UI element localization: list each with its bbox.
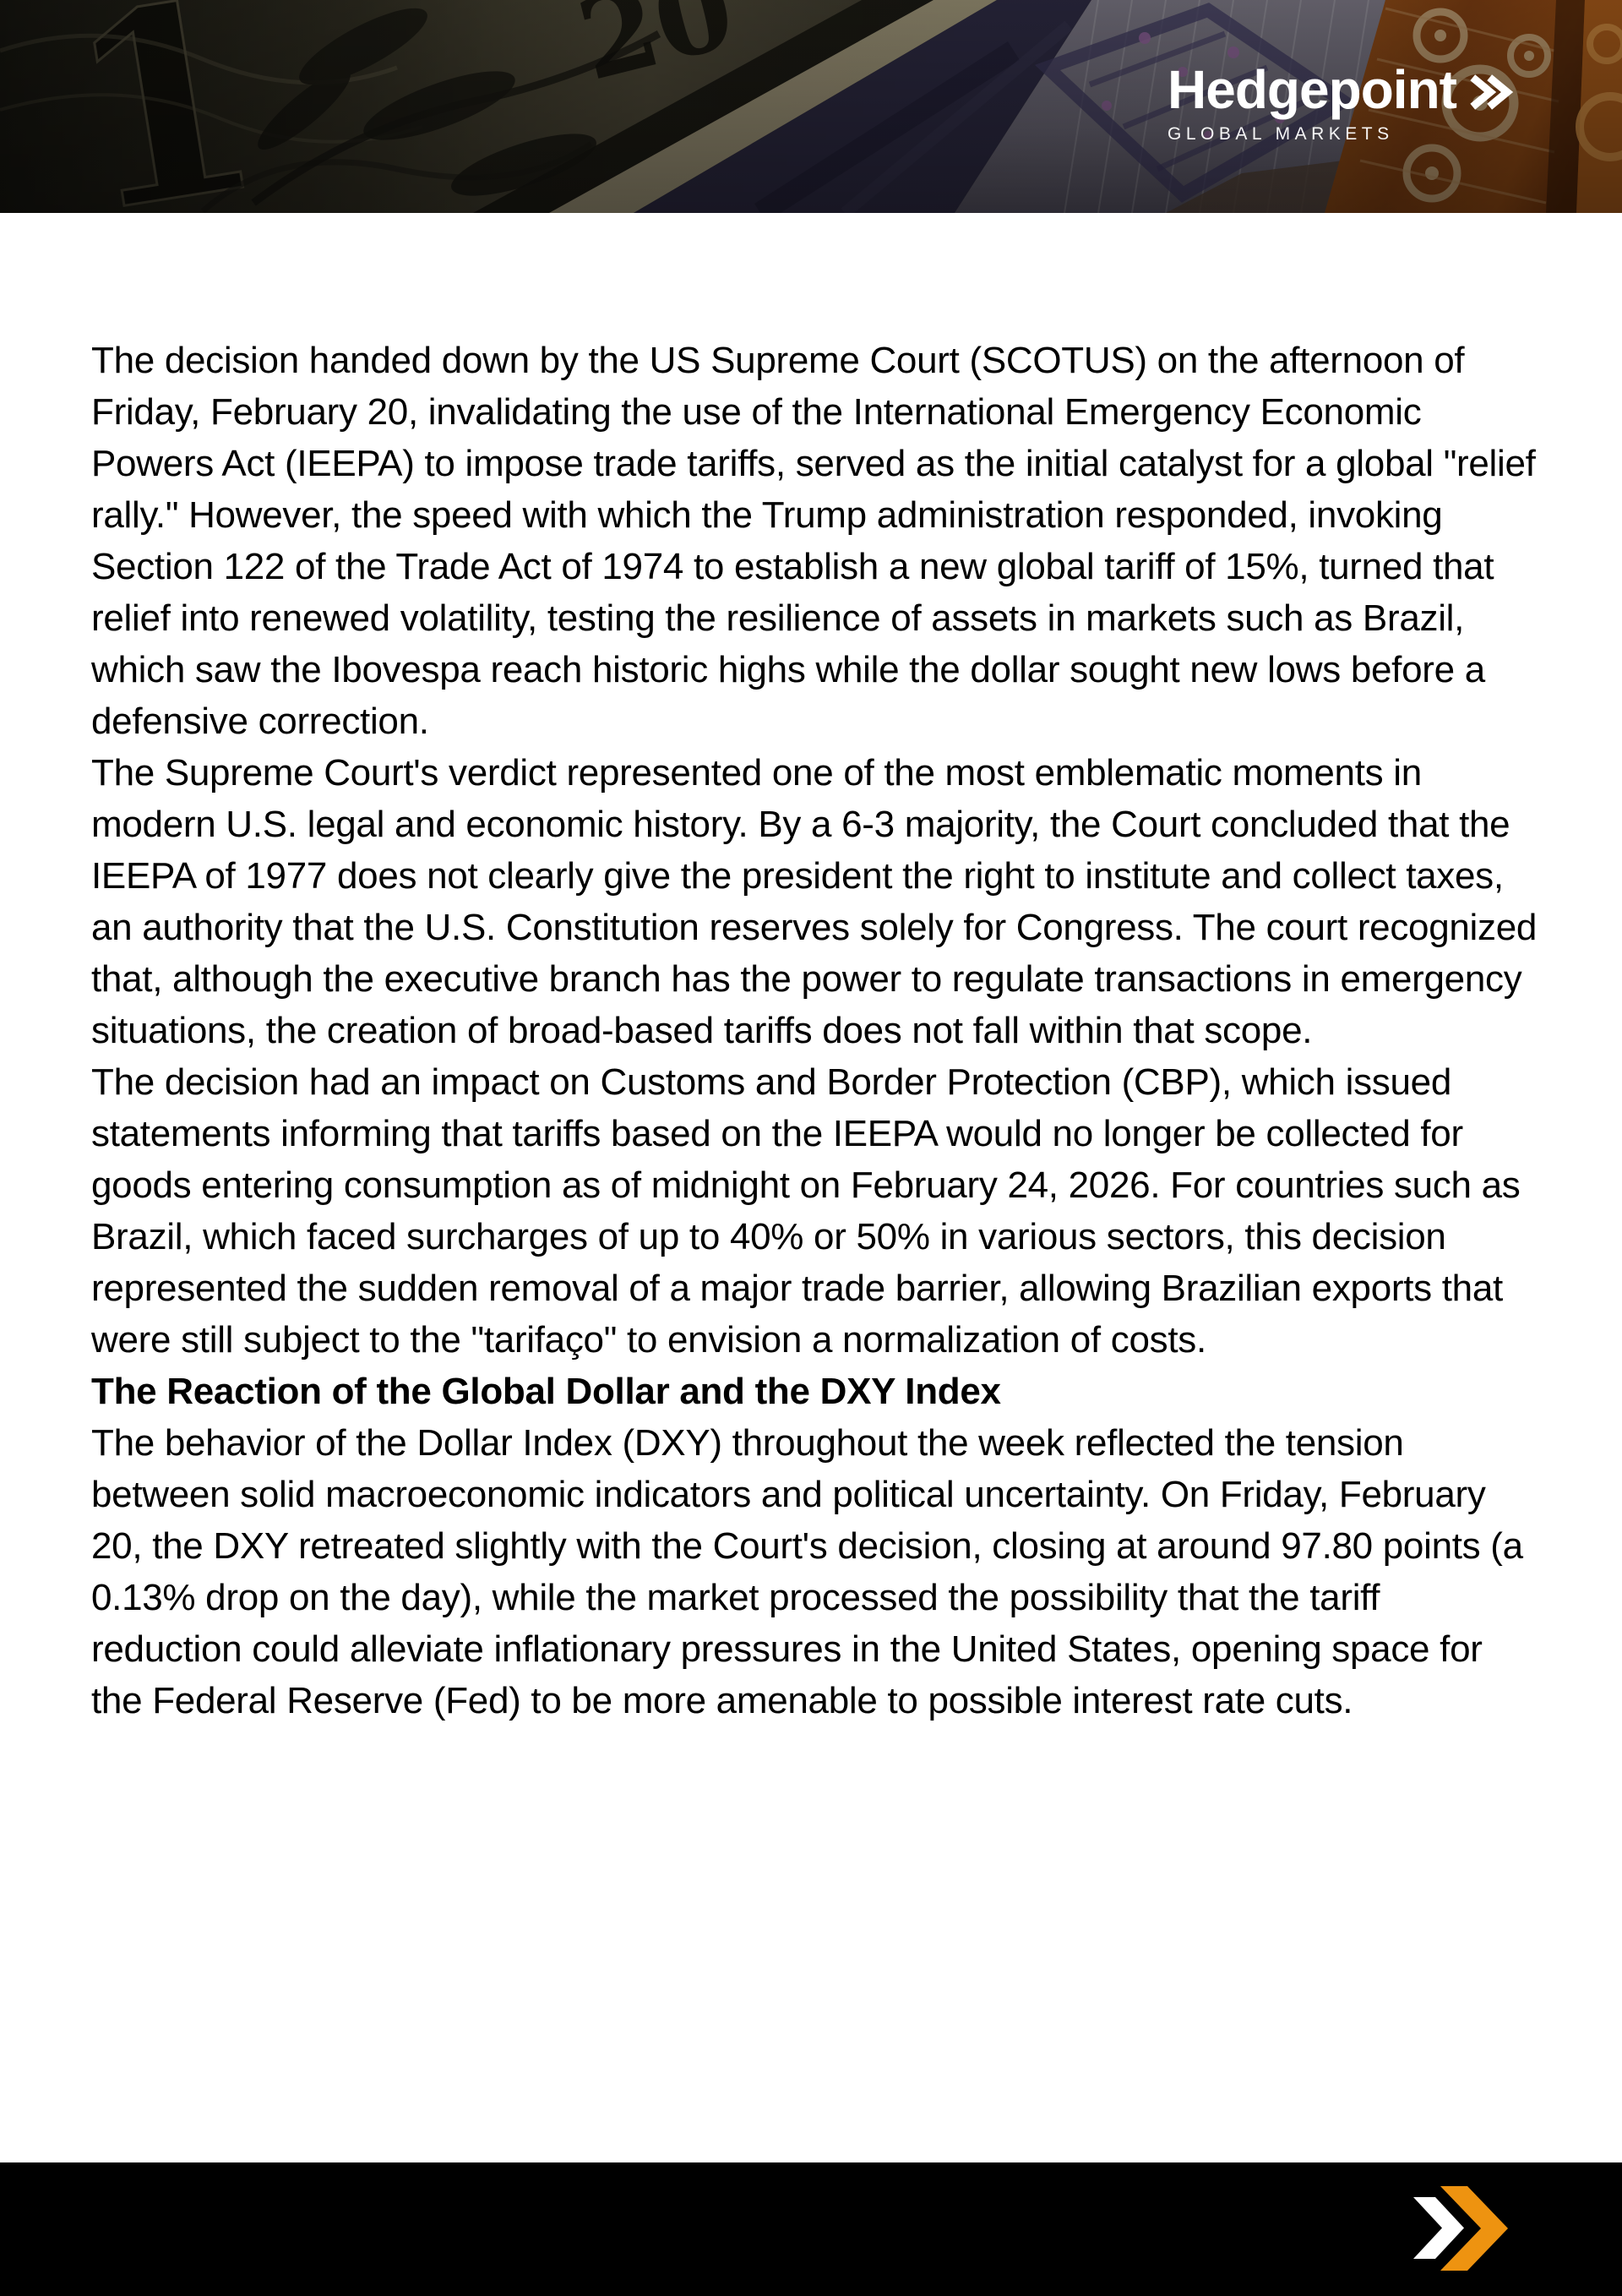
article-body xyxy=(91,335,1540,1726)
brand-logo xyxy=(1168,59,1516,145)
paragraph-scotus-decision: The decision handed down by the US Supreme Court (SCOTUS) on the afternoon of Friday, February 20, invalidating the use of the International Emergency Economic Powers Act (IEEPA) to impose trade tariffs, served as the initial catalyst for a global "relief rally." However, the speed with which the Trump administration responded, invoking Section 122 of the Trade Act of 1974 to establish a new global tariff of 15%, turned that relief into renewed volatility, testing the resilience of assets in markets such as Brazil, which saw the Ibovespa reach historic highs while the dollar sought new lows before a defensive correction. xyxy=(91,340,1536,742)
footer-band xyxy=(0,2162,1622,2296)
brand-tagline: GLOBAL MARKETS xyxy=(1168,124,1394,144)
paragraph-court-verdict: The Supreme Court's verdict represented one of the most emblematic moments in modern U.S. legal and economic history. By a 6-3 majority, the Court concluded that the IEEPA of 1977 does not clearly give the president the right to institute and collect taxes, an authority that the U.S. Constitution reserves solely for Congress. The court recognized that, although the executive branch has the power to regulate transactions in emergency situations, the creation of broad-based tariffs does not fall within that scope. xyxy=(91,752,1538,1051)
paragraph-cbp-impact: The decision had an impact on Customs and Border Protection (CBP), which issued statements informing that tariffs based on the IEEPA would no longer be collected for goods entering consumption as of midnight on February 24, 2026. For countries such as Brazil, which faced surcharges of up to 40% or 50% in various sectors, this decision represented the sudden removal of a major trade barrier, allowing Brazilian exports that were still subject to the "tarifaço" to envision a normalization of costs. xyxy=(91,1061,1521,1361)
section-heading-dxy: The Reaction of the Global Dollar and the DXY Index xyxy=(91,1371,1001,1412)
double-chevron-icon xyxy=(1413,2186,1508,2271)
paragraph-dxy-behavior: The behavior of the Dollar Index (DXY) throughout the week reflected the tension between solid macroeconomic indicators and political uncertainty. On Friday, February 20, the DXY retreated slightly with the Court's decision, closing at around 97.80 points (a 0.13% drop on the day), while the market processed the possibility that the tariff reduction could alleviate inflationary pressures in the United States, opening space for the Federal Reserve (Fed) to be more amenable to possible interest rate cuts. xyxy=(91,1422,1523,1721)
double-chevron-icon xyxy=(1467,68,1516,116)
header-photo-banner xyxy=(0,0,1622,213)
brand-wordmark: Hedgepoint xyxy=(1168,59,1456,120)
